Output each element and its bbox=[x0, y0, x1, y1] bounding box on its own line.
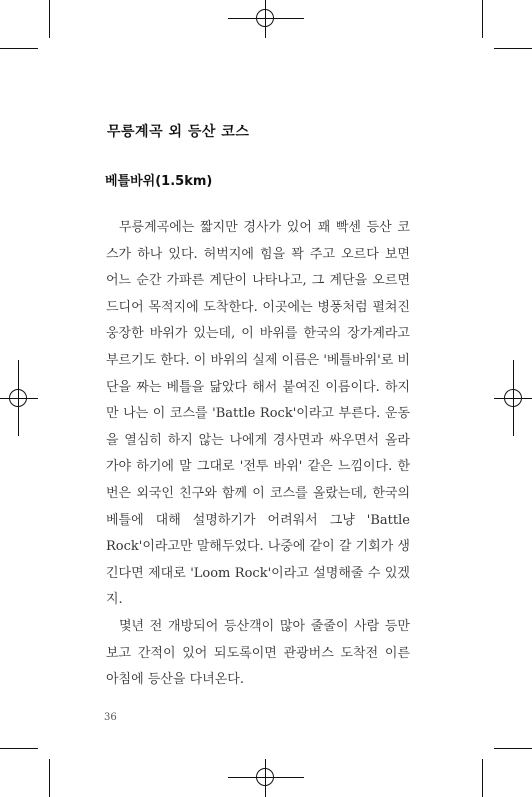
paragraph: 무릉계곡에는 짧지만 경사가 있어 꽤 빡센 등산 코스가 하나 있다. 허벅지에 힘을 꽉 주고 오르다 보면 어느 순간 가파른 계단이 나타나고, 그 계단을 오르면 드디어 목적지에 도착한다. 이곳에는 병풍처럼 펼쳐진 웅장한 바위가 있는데, 이 바위를 한국의 장가계라고 부르기도 한다. 이 바위의 실제 이름은 '베틀바위'로 비단을 짜는 베틀을 닮았다 해서 붙여진 이름이다. 하지만 나는 이 코스를 'Battle Rock'이라고 부른다. 운동을 열심히 하지 않는 나에게 경사면과 싸우면서 올라가야 하기에 말 그대로 '전투 바위' 같은 느낌이다. 한번은 외국인 친구와 함께 이 코스를 올랐는데, 한국의 베틀에 대해 설명하기가 어려워서 그냥 'Battle Rock'이라고만 말해두었다. 나중에 같이 갈 기회가 생긴다면 제대로 'Loom Rock'이라고 설명해줄 수 있겠지. bbox=[106, 220, 410, 608]
page-number: 36 bbox=[104, 712, 117, 723]
sub-title: 베틀바위(1.5km) bbox=[105, 174, 213, 189]
body-text bbox=[106, 215, 410, 694]
paragraph: 몇년 전 개방되어 등산객이 많아 줄줄이 사람 등만 보고 간적이 있어 되도록이면 관광버스 도착전 이른 아침에 등산을 다녀온다. bbox=[106, 618, 410, 688]
section-title: 무릉계곡 외 등산 코스 bbox=[107, 124, 250, 140]
